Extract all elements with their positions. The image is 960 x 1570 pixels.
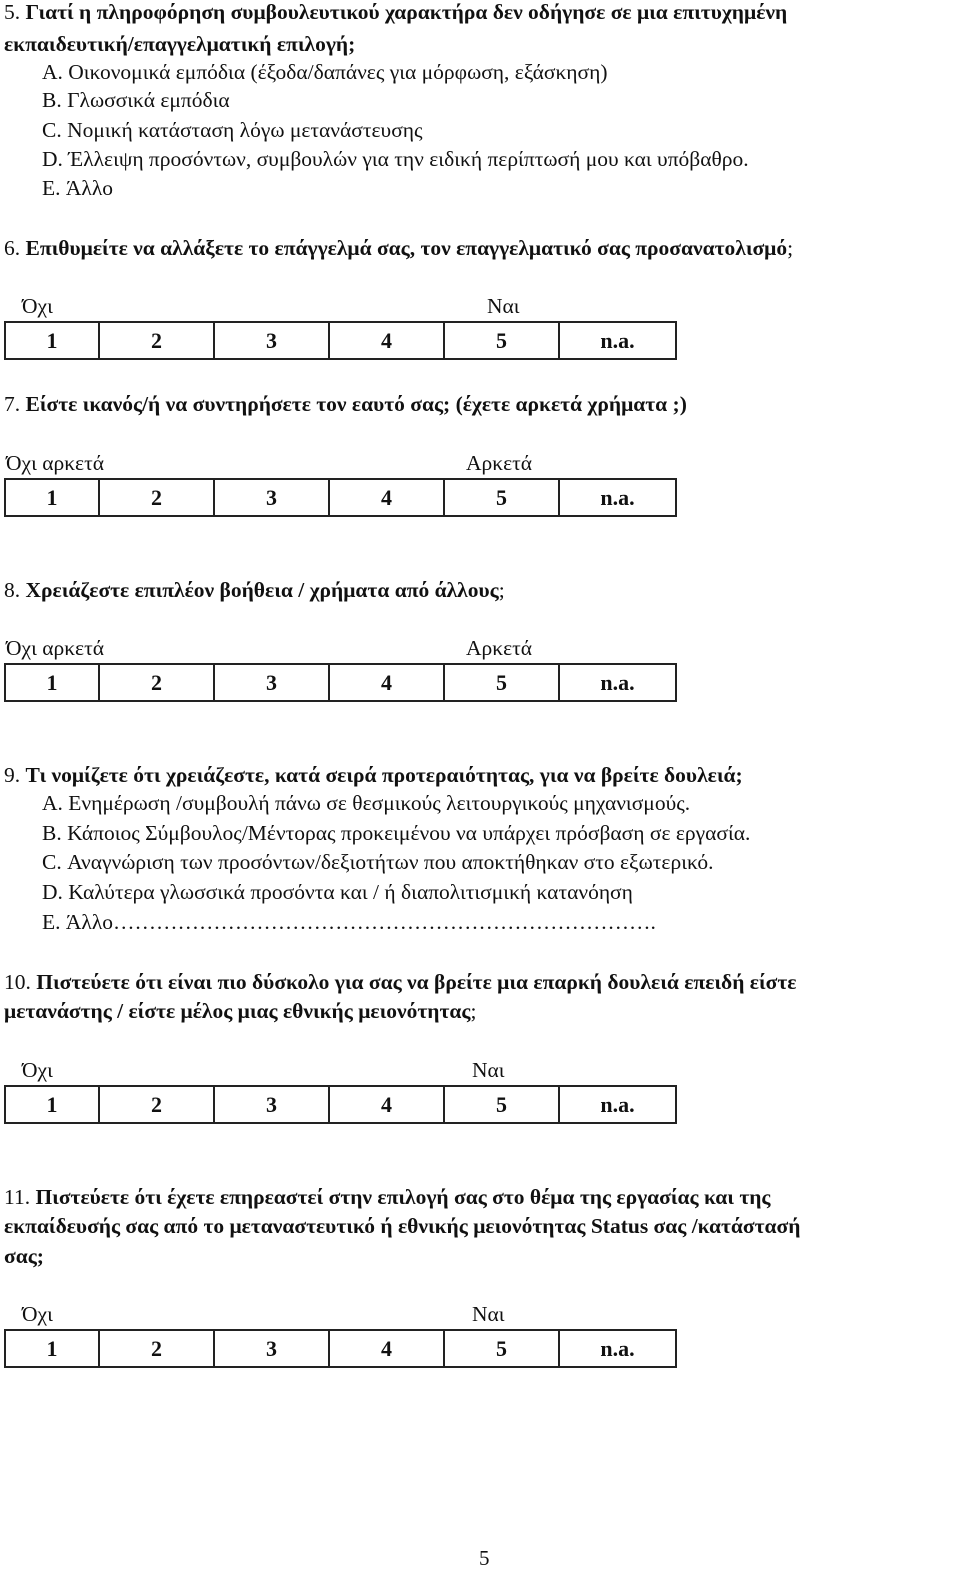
question-6 [4, 238, 793, 260]
q5-option-b: B. Γλωσσικά εμπόδια [42, 88, 230, 112]
q11-scale-4[interactable]: 4 [329, 1330, 444, 1367]
question-7-text: Είστε ικανός/ή να συντηρήσετε τον εαυτό σας; (έχετε αρκετά χρήματα ;) [25, 392, 687, 416]
q8-scale-1[interactable]: 1 [5, 664, 99, 701]
question-11-line1 [4, 1187, 771, 1209]
q7-scale-3[interactable]: 3 [214, 479, 329, 516]
q7-scale-2[interactable]: 2 [99, 479, 214, 516]
q6-scale-2[interactable]: 2 [99, 322, 214, 359]
q7-scale-high-label: Αρκετά [466, 451, 533, 475]
q11-scale-high-label: Ναι [472, 1302, 505, 1326]
q8-scale-3[interactable]: 3 [214, 664, 329, 701]
q7-scale-1[interactable]: 1 [5, 479, 99, 516]
q7-scale-5[interactable]: 5 [444, 479, 559, 516]
question-7 [4, 394, 687, 416]
question-10-line1 [4, 972, 796, 994]
q9-option-a: A. Ενημέρωση /συμβουλή πάνω σε θεσμικούς λειτουργικούς μηχανισμούς. [42, 791, 691, 815]
question-8-text: Χρειάζεστε επιπλέον βοήθεια / χρήματα από άλλους [25, 578, 499, 602]
q7-scale-low-label: Όχι αρκετά [6, 451, 104, 475]
question-9 [4, 765, 743, 787]
q10-scale-2[interactable]: 2 [99, 1086, 214, 1123]
question-6-tail: ; [787, 236, 794, 260]
question-10-text-cont: μετανάστης / είστε μέλος μιας εθνικής μειονότητας [4, 999, 471, 1023]
question-5-text-cont: εκπαιδευτική/επαγγελματική επιλογή; [4, 32, 356, 56]
q5-option-e: E. Άλλο [42, 176, 114, 200]
q6-scale-1[interactable]: 1 [5, 322, 99, 359]
q6-scale-3[interactable]: 3 [214, 322, 329, 359]
q10-scale-1[interactable]: 1 [5, 1086, 99, 1123]
question-10-number: 10. [4, 970, 31, 994]
q9-option-d: D. Καλύτερα γλωσσικά προσόντα και / ή διαπολιτισμική κατανόηση [42, 880, 633, 904]
q11-scale-low-label: Όχι [22, 1302, 53, 1326]
q10-scale-3[interactable]: 3 [214, 1086, 329, 1123]
q8-scale-high-label: Αρκετά [466, 636, 533, 660]
q7-scale-na[interactable]: n.a. [559, 479, 676, 516]
question-11-text-cont: εκπαίδευσής σας από το μεταναστευτικό ή εθνικής μειονότητας Status σας /κατάστασή [4, 1214, 801, 1238]
q10-scale-4[interactable]: 4 [329, 1086, 444, 1123]
q6-scale-4[interactable]: 4 [329, 322, 444, 359]
q5-option-c: C. Νομική κατάσταση λόγω μετανάστευσης [42, 118, 423, 142]
q6-scale-high-label: Ναι [487, 294, 520, 318]
question-5-line1 [4, 2, 787, 24]
q10-scale-low-label: Όχι [22, 1058, 53, 1082]
q6-scale-5[interactable]: 5 [444, 322, 559, 359]
q7-scale-4[interactable]: 4 [329, 479, 444, 516]
q11-scale-2[interactable]: 2 [99, 1330, 214, 1367]
question-10-line2 [4, 1001, 476, 1023]
question-11-number: 11. [4, 1185, 31, 1209]
question-10-tail: ; [470, 999, 477, 1023]
q8-rating-scale [4, 663, 677, 702]
q11-scale-na[interactable]: n.a. [559, 1330, 676, 1367]
page-number: 5 [479, 1546, 490, 1570]
question-5-text: Γιατί η πληροφόρηση συμβουλευτικού χαρακτήρα δεν οδήγησε σε μια επιτυχημένη [25, 0, 788, 24]
question-6-text: Επιθυμείτε να αλλάξετε το επάγγελμά σας, τον επαγγελματικό σας προσανατολισμό [25, 236, 788, 260]
question-9-number: 9. [4, 763, 21, 787]
q9-option-c: C. Αναγνώριση των προσόντων/δεξιοτήτων που αποκτήθηκαν στο εξωτερικό. [42, 850, 714, 874]
q11-scale-1[interactable]: 1 [5, 1330, 99, 1367]
question-9-text: Τι νομίζετε ότι χρειάζεστε, κατά σειρά προτεραιότητας, για να βρείτε δουλειά; [25, 763, 743, 787]
question-8-tail: ; [498, 578, 505, 602]
question-6-number: 6. [4, 236, 21, 260]
q10-scale-5[interactable]: 5 [444, 1086, 559, 1123]
q11-scale-3[interactable]: 3 [214, 1330, 329, 1367]
question-7-number: 7. [4, 392, 21, 416]
q11-rating-scale [4, 1329, 677, 1368]
q6-scale-na[interactable]: n.a. [559, 322, 676, 359]
question-8 [4, 580, 505, 602]
q11-scale-5[interactable]: 5 [444, 1330, 559, 1367]
q8-scale-5[interactable]: 5 [444, 664, 559, 701]
question-10-text: Πιστεύετε ότι είναι πιο δύσκολο για σας να βρείτε μια επαρκή δουλειά επειδή είστε [36, 970, 797, 994]
q9-option-e: E. Άλλο…………………………………………………………………. [42, 910, 656, 934]
q8-scale-na[interactable]: n.a. [559, 664, 676, 701]
question-11-text: Πιστεύετε ότι έχετε επηρεαστεί στην επιλογή σας στο θέμα της εργασίας και της [35, 1185, 771, 1209]
q5-option-d: D. Έλλειψη προσόντων, συμβουλών για την ειδική περίπτωσή μου και υπόβαθρο. [42, 147, 749, 171]
q10-scale-high-label: Ναι [472, 1058, 505, 1082]
q9-option-b: B. Κάποιος Σύμβουλος/Μέντορας προκειμένου να υπάρχει πρόσβαση σε εργασία. [42, 821, 751, 845]
question-5-number: 5. [4, 0, 21, 24]
question-11-text-cont2: σας; [4, 1244, 44, 1268]
q10-scale-na[interactable]: n.a. [559, 1086, 676, 1123]
q8-scale-low-label: Όχι αρκετά [6, 636, 104, 660]
q8-scale-4[interactable]: 4 [329, 664, 444, 701]
q5-option-a: A. Οικονομικά εμπόδια (έξοδα/δαπάνες για μόρφωση, εξάσκηση) [42, 60, 608, 84]
question-8-number: 8. [4, 578, 21, 602]
q6-rating-scale [4, 321, 677, 360]
q10-rating-scale [4, 1085, 677, 1124]
q6-scale-low-label: Όχι [22, 294, 53, 318]
q8-scale-2[interactable]: 2 [99, 664, 214, 701]
q7-rating-scale [4, 478, 677, 517]
